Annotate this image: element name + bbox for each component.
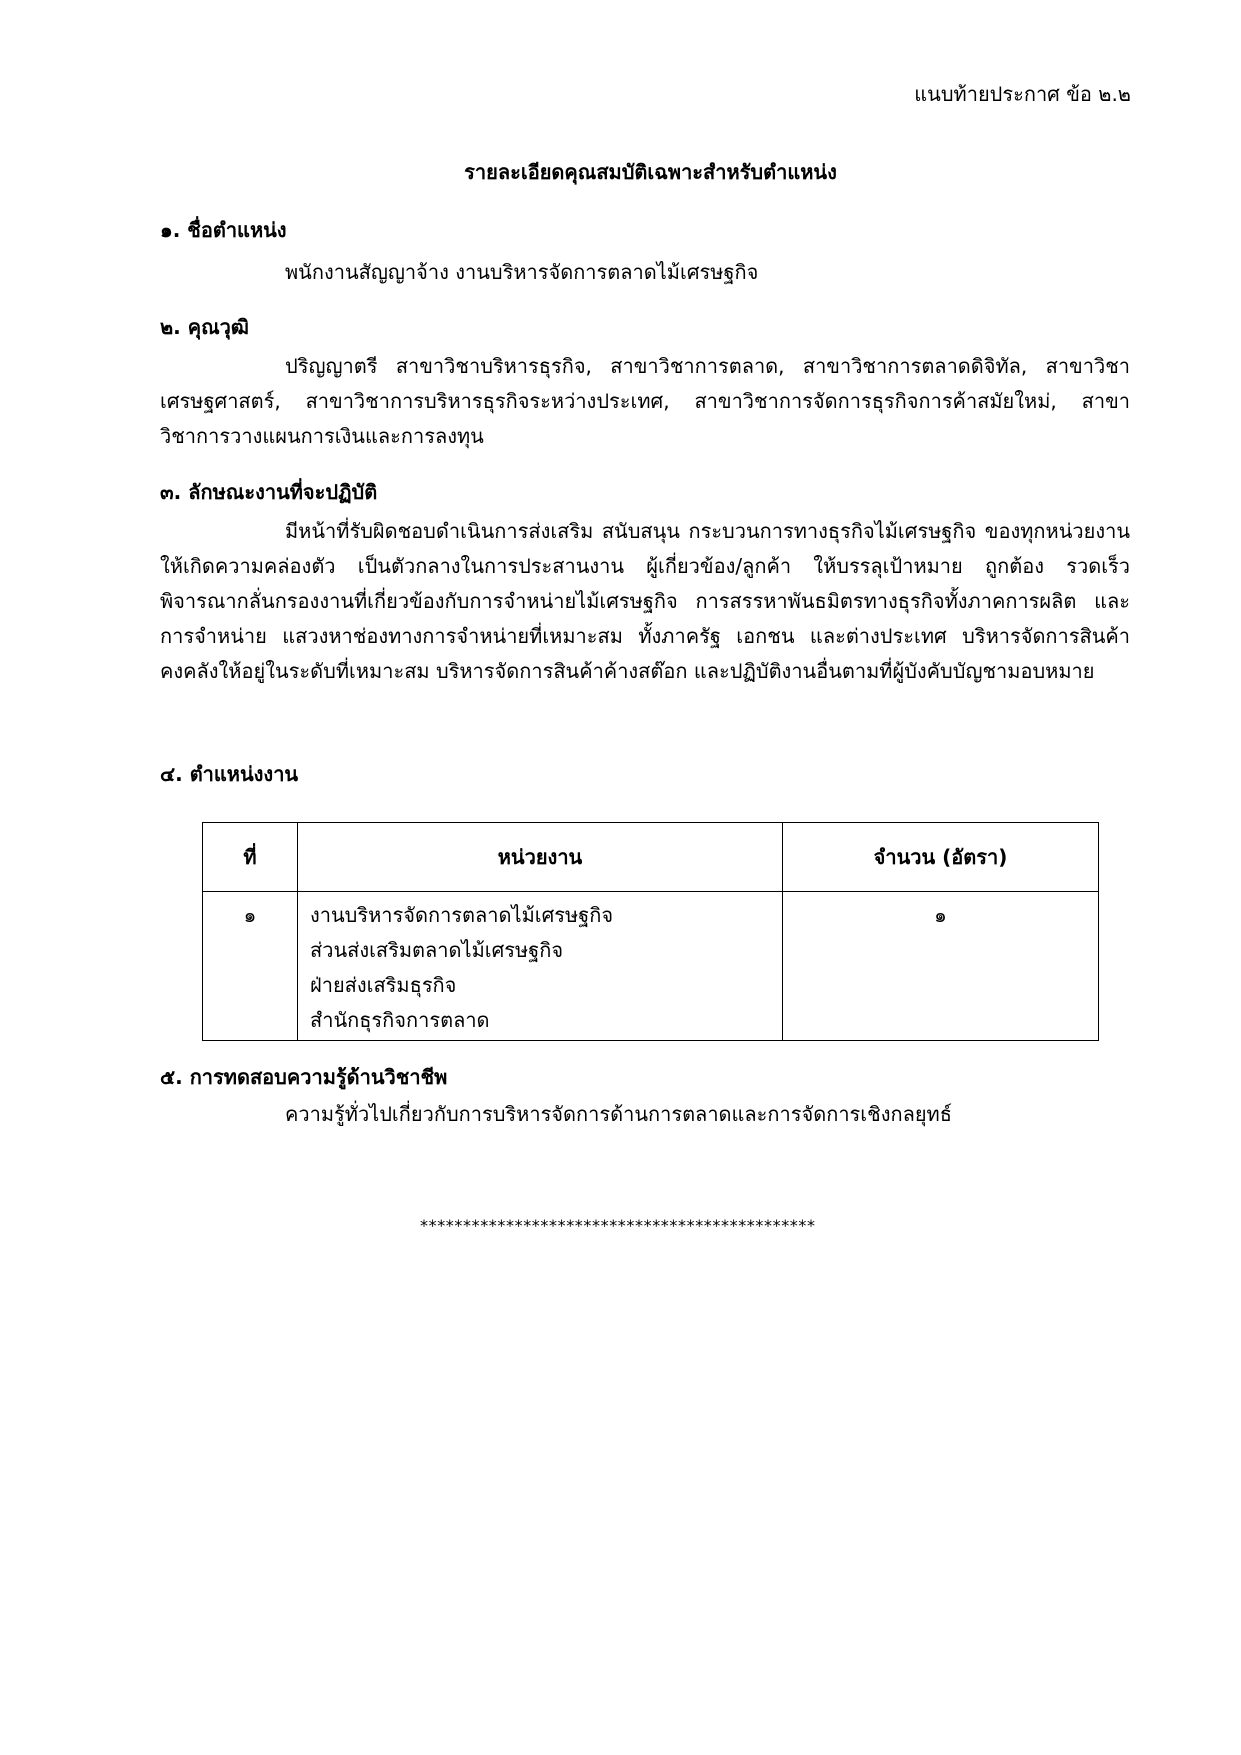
document-title: รายละเอียดคุณสมบัติเฉพาะสำหรับตำแหน่ง	[464, 160, 837, 184]
unit-line-office: สำนักธุรกิจการตลาด	[310, 1008, 490, 1032]
position-name-text: พนักงานสัญญาจ้าง งานบริหารจัดการตลาดไม้เศรษฐกิจ	[285, 260, 759, 284]
table-row	[203, 892, 1099, 1041]
unit-line-section: ส่วนส่งเสริมตลาดไม้เศรษฐกิจ	[310, 938, 564, 962]
row-number-cell: ๑	[203, 892, 298, 1041]
unit-line-division: ฝ่ายส่งเสริมธุรกิจ	[310, 973, 457, 997]
table-header-row	[203, 823, 1099, 892]
unit-line-work: งานบริหารจัดการตลาดไม้เศรษฐกิจ	[310, 903, 614, 927]
section-2-heading: ๒. คุณวุฒิ	[160, 315, 249, 339]
position-table	[202, 822, 1099, 1041]
column-header-count: จำนวน (อัตรา)	[783, 823, 1099, 892]
job-description-text: มีหน้าที่รับผิดชอบดำเนินการส่งเสริม สนับสนุน กระบวนการทางธุรกิจไม้เศรษฐกิจ ของทุกหน่วยงานให้เกิดความคล่องตัว เป็นตัวกลางในการประสานงาน ผู้เกี่ยวข้อง/ลูกค้า ให้บรรลุเป้าหมาย ถูกต้อง รวดเร็ว พิจารณากลั่นกรองงานที่เกี่ยวข้องกับการจำหน่ายไม้เศรษฐกิจ การสรรหาพันธมิตรทางธุรกิจทั้งภาคการผลิต และการจำหน่าย แสวงหาช่องทางการจำหน่ายที่เหมาะสม ทั้งภาครัฐ เอกชน และต่างประเทศ บริหารจัดการสินค้าคงคลังให้อยู่ในระดับที่เหมาะสม บริหารจัดการสินค้าค้างสต๊อก และปฏิบัติงานอื่นตามที่ผู้บังคับบัญชามอบหมาย	[160, 519, 1130, 683]
column-header-unit: หน่วยงาน	[298, 823, 783, 892]
section-3-heading: ๓. ลักษณะงานที่จะปฏิบัติ	[160, 480, 378, 504]
column-header-no: ที่	[203, 823, 298, 892]
section-5-heading: ๕. การทดสอบความรู้ด้านวิชาชีพ	[160, 1065, 448, 1089]
knowledge-test-text: ความรู้ทั่วไปเกี่ยวกับการบริหารจัดการด้านการตลาดและการจัดการเชิงกลยุทธ์	[285, 1102, 952, 1126]
end-separator: **********************************************	[420, 1216, 816, 1235]
qualification-text: ปริญญาตรี สาขาวิชาบริหารธุรกิจ, สาขาวิชาการตลาด, สาขาวิชาการตลาดดิจิทัล, สาขาวิชาเศรษฐศาสตร์, สาขาวิชาการบริหารธุรกิจระหว่างประเทศ, สาขาวิชาการจัดการธุรกิจการค้าสมัยใหม่, สาขาวิชาการวางแผนการเงินและการลงทุน	[160, 354, 1130, 448]
row-count-cell: ๑	[783, 892, 1099, 1041]
section-1-heading: ๑. ชื่อตำแหน่ง	[160, 218, 287, 242]
annex-reference: แนบท้ายประกาศ ข้อ ๒.๒	[914, 82, 1131, 106]
section-4-heading: ๔. ตำแหน่งงาน	[160, 762, 299, 786]
row-unit-cell	[298, 892, 783, 1041]
